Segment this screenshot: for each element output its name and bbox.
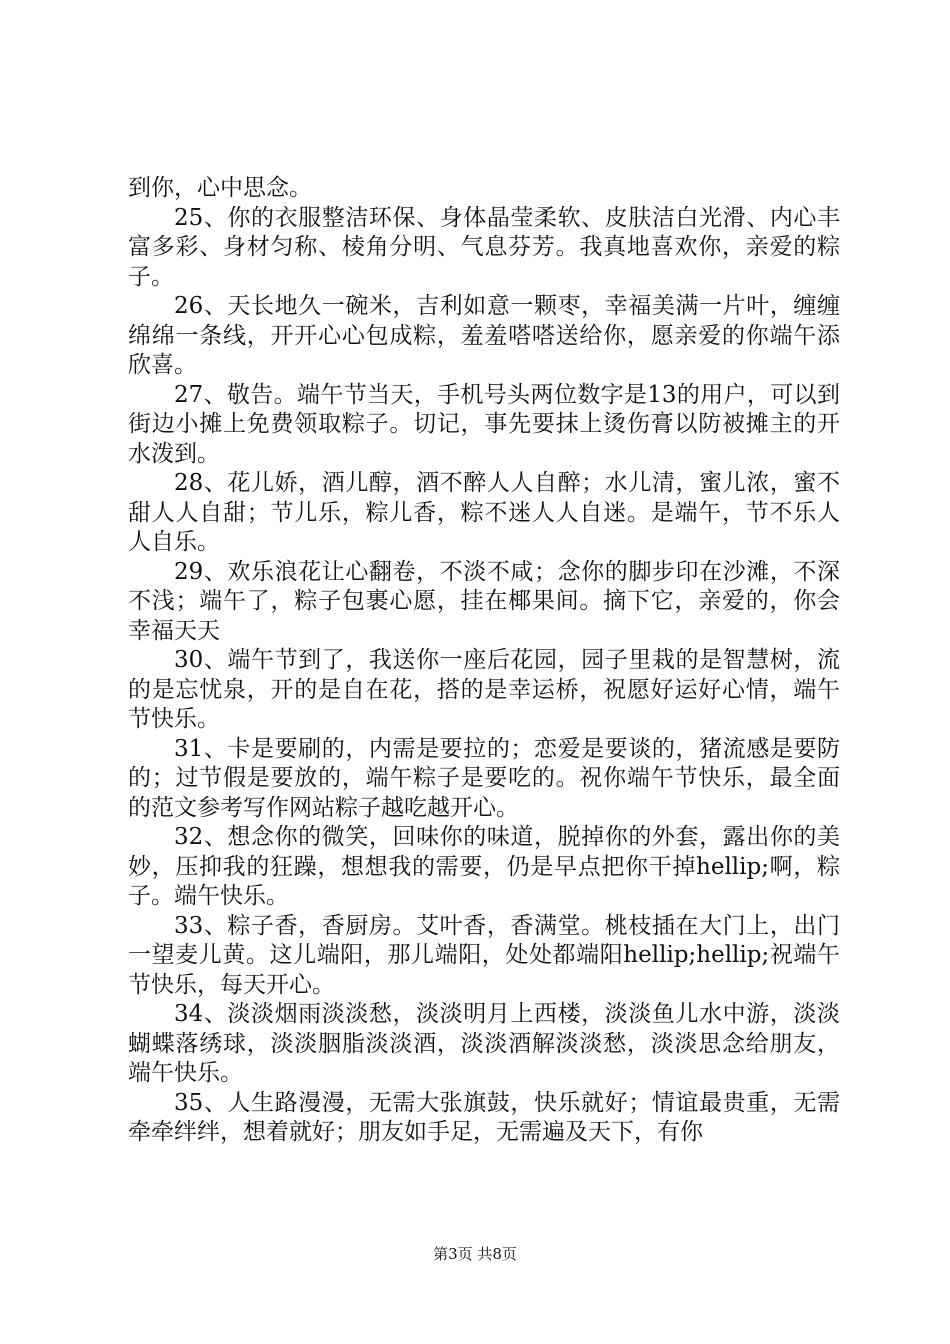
paragraph-32: 32、想念你的微笑，回味你的味道，脱掉你的外套，露出你的美妙，压抑我的狂躁，想想我的需要，仍是早点把你干掉hellip;啊，粽子。端午快乐。 [128,824,840,909]
paragraph-30: 30、端午节到了，我送你一座后花园，园子里栽的是智慧树，流的是忘忧泉，开的是自在花，搭的是幸运桥，祝愿好运好心情，端午节快乐。 [128,647,840,732]
paragraph-31: 31、卡是要刷的，内需是要拉的；恋爱是要谈的，猪流感是要防的；过节假是要放的，端午粽子是要吃的。祝你端午节快乐，最全面的范文参考写作网站粽子越吃越开心。 [128,735,840,821]
paragraph-28: 28、花儿娇，酒儿醇，酒不醉人人自醉；水儿清，蜜儿浓，蜜不甜人人自甜；节儿乐，粽儿香，粽不迷人人自迷。是端午，节不乐人人自乐。 [128,470,840,555]
page-footer: 第3页 共8页 [433,1245,517,1263]
document-body [128,174,840,1148]
paragraph-29: 29、欢乐浪花让心翻卷，不淡不咸；念你的脚步印在沙滩，不深不浅；端午了，粽子包裹心愿，挂在椰果间。摘下它，亲爱的，你会幸福天天 [128,558,840,644]
paragraph-26: 26、天长地久一碗米，吉利如意一颗枣，幸福美满一片叶，缠缠绵绵一条线，开开心心包成粽，羞羞嗒嗒送给你，愿亲爱的你端午添欣喜。 [128,293,840,378]
paragraph-33: 33、粽子香，香厨房。艾叶香，香满堂。桃枝插在大门上，出门一望麦儿黄。这儿端阳，那儿端阳，处处都端阳hellip;hellip;祝端午节快乐，每天开心。 [128,912,840,998]
paragraph-27: 27、敬告。端午节当天，手机号头两位数字是13的用户，可以到街边小摊上免费领取粽子。切记，事先要抹上烫伤膏以防被摊主的开水泼到。 [128,381,840,467]
paragraph-continuation: 到你，心中思念。 [128,175,312,201]
paragraph-35: 35、人生路漫漫，无需大张旗鼓，快乐就好；情谊最贵重，无需牵牵绊绊，想着就好；朋友如手足，无需遍及天下，有你 [128,1089,840,1145]
paragraph-25: 25、你的衣服整洁环保、身体晶莹柔软、皮肤洁白光滑、内心丰富多彩、身材匀称、棱角分明、气息芬芳。我真地喜欢你，亲爱的粽子。 [128,204,840,290]
paragraph-34: 34、淡淡烟雨淡淡愁，淡淡明月上西楼，淡淡鱼儿水中游，淡淡蝴蝶落绣球，淡淡胭脂淡淡酒，淡淡酒解淡淡愁，淡淡思念给朋友，端午快乐。 [128,1001,840,1086]
